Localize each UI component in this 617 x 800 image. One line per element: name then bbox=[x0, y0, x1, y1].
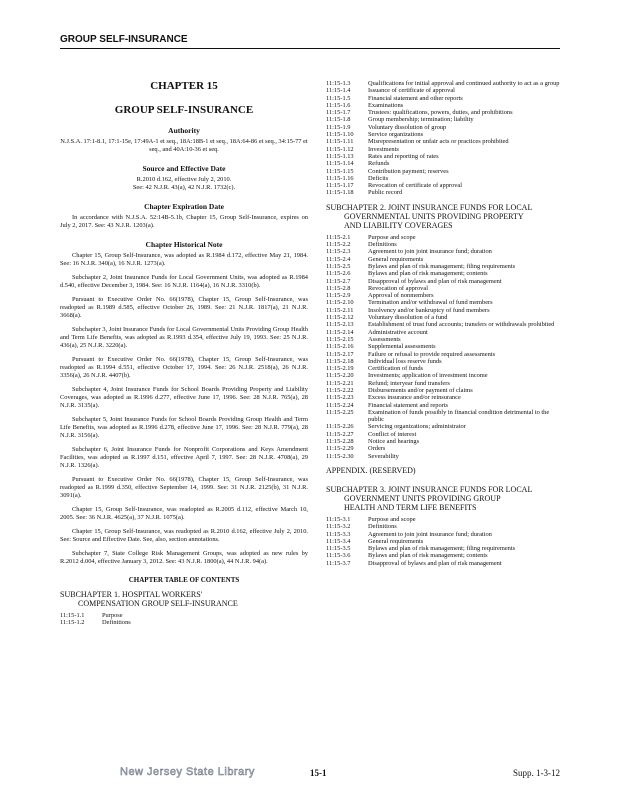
section-number: 11:15-2.17 bbox=[326, 350, 354, 358]
toc-list bbox=[326, 516, 566, 567]
toc-row bbox=[326, 124, 566, 131]
section-title: Group membership; termination; liability bbox=[368, 116, 474, 124]
library-watermark: New Jersey State Library bbox=[120, 766, 255, 778]
toc-row bbox=[326, 343, 566, 350]
toc-row bbox=[326, 394, 566, 401]
section-number: 11:15-2.1 bbox=[326, 233, 351, 241]
history-paragraph: Subchapter 7, State College Risk Management Groups, was adopted as new rules by R.2012 d.004, effective January 3, 2012. See: 43 N.J.R. 1800(a), 44 N.J.R. 94(a). bbox=[60, 550, 308, 565]
supplement-date: Supp. 1-3-12 bbox=[513, 768, 560, 778]
section-number: 11:15-1.12 bbox=[326, 145, 354, 153]
section-title: Excess insurance and/or reinsurance bbox=[368, 394, 461, 402]
section-title: Assessments bbox=[368, 335, 401, 343]
source-line-1: R.2010 d.162, effective July 2, 2010. bbox=[136, 176, 232, 183]
toc-row bbox=[326, 160, 566, 167]
section-number: 11:15-2.28 bbox=[326, 438, 354, 446]
toc-heading: CHAPTER TABLE OF CONTENTS bbox=[128, 576, 240, 584]
section-title: Financial statement and reports bbox=[368, 401, 449, 409]
section-title: Investments bbox=[368, 145, 399, 153]
subchapter-1-line-2: COMPENSATION GROUP SELF-INSURANCE bbox=[78, 599, 238, 608]
subchapter-3-line-3: HEALTH AND TERM LIFE BENEFITS bbox=[344, 502, 477, 512]
section-number: 11:15-2.22 bbox=[326, 386, 354, 394]
toc-row bbox=[326, 372, 566, 379]
toc-row bbox=[326, 545, 566, 552]
toc-row bbox=[326, 314, 566, 321]
page-footer bbox=[60, 766, 560, 782]
section-number: 11:15-2.3 bbox=[326, 248, 351, 256]
subchapter-3-line-2: GOVERNMENT UNITS PROVIDING GROUP bbox=[344, 493, 501, 503]
toc-row bbox=[326, 241, 566, 248]
history-paragraph: Pursuant to Executive Order No. 66(1978), Chapter 15, Group Self-Insurance, was readopted as R.1989 d.585, effective October 26, 1989. See: 21 N.J.R. 1817(a), 21 N.J.R. 3668(a). bbox=[60, 296, 308, 319]
history-paragraph: Subchapter 2, Joint Insurance Funds for Local Government Units, was adopted as R.1984 d.540, effective December 3, 1984. See: 16 N.J.R. 1164(a), 16 N.J.R. 3310(b). bbox=[60, 274, 308, 289]
section-number: 11:15-1.2 bbox=[60, 619, 85, 627]
history-paragraph: Subchapter 5, Joint Insurance Funds for School Boards Providing Group Health and Term Life Benefits, was adopted as R.1996 d.278, effective June 17, 1996. See: 28 N.J.R. 779(a), 28 N.J.R. 3156(a). bbox=[60, 416, 308, 439]
toc-row bbox=[326, 270, 566, 277]
section-title: Bylaws and plan of risk management; filing requirements bbox=[368, 545, 516, 553]
section-number: 11:15-1.10 bbox=[326, 131, 354, 139]
toc-row bbox=[326, 138, 566, 145]
section-number: 11:15-1.13 bbox=[326, 152, 354, 160]
toc-row bbox=[326, 102, 566, 109]
toc-row bbox=[326, 351, 566, 358]
section-number: 11:15-1.7 bbox=[326, 109, 351, 117]
section-number: 11:15-1.1 bbox=[60, 612, 85, 619]
section-number: 11:15-1.17 bbox=[326, 182, 354, 190]
toc-row bbox=[326, 248, 566, 255]
history-paragraph: Subchapter 4, Joint Insurance Funds for School Boards Providing Property and Liability Coverages, was adopted as R.1996 d.277, effective June 17, 1996. See: 28 N.J.R. 765(a), 28 N.J.R. 3135(a). bbox=[60, 386, 308, 409]
section-number: 11:15-2.7 bbox=[326, 277, 351, 285]
toc-row bbox=[326, 531, 566, 538]
section-title: Issuance of certificate of approval bbox=[368, 87, 455, 95]
toc-row bbox=[326, 146, 566, 153]
toc-row bbox=[326, 453, 566, 460]
toc-row bbox=[326, 409, 566, 424]
section-title: Establishment of trust fund accounts; transfers or withdrawals prohibited bbox=[368, 321, 555, 329]
section-number: 11:15-2.26 bbox=[326, 423, 354, 431]
section-number: 11:15-3.3 bbox=[326, 530, 351, 538]
toc-row bbox=[326, 445, 566, 452]
subchapter-3-heading bbox=[326, 485, 566, 512]
section-number: 11:15-1.15 bbox=[326, 167, 354, 175]
section-number: 11:15-1.8 bbox=[326, 116, 351, 124]
authority-text: N.J.S.A. 17:1-8.1, 17:1-15e, 17:49A-1 et seq., 18A:18B-1 et seq., 18A:64-86 et seq., 34:15-77 et seq., and 40A:10-36 et seq. bbox=[60, 138, 308, 153]
section-number: 11:15-2.16 bbox=[326, 343, 354, 351]
section-title: Investments; application of investment income bbox=[368, 372, 488, 380]
section-title: Qualifications for initial approval and continued authority to act as a group bbox=[368, 80, 560, 87]
section-number: 11:15-3.6 bbox=[326, 552, 351, 560]
section-title: Servicing organizations; administrator bbox=[368, 423, 466, 431]
toc-row bbox=[326, 285, 566, 292]
section-number: 11:15-2.9 bbox=[326, 292, 351, 300]
section-title: Definitions bbox=[368, 241, 397, 249]
chapter-number: CHAPTER 15 bbox=[150, 80, 218, 92]
section-title: Orders bbox=[368, 445, 386, 453]
section-number: 11:15-2.27 bbox=[326, 430, 354, 438]
section-number: 11:15-3.4 bbox=[326, 537, 351, 545]
section-title: General requirements bbox=[368, 255, 424, 263]
source-line-2: See: 42 N.J.R. 43(a), 42 N.J.R. 1732(c). bbox=[132, 184, 236, 191]
section-number: 11:15-2.20 bbox=[326, 372, 354, 380]
section-title: Failure or refusal to provide required assessments bbox=[368, 350, 496, 358]
section-number: 11:15-2.25 bbox=[326, 408, 354, 416]
history-paragraph: Chapter 15, Group Self-Insurance, was adopted as R.1984 d.172, effective May 21, 1984. See: 16 N.J.R. 340(a), 16 N.J.R. 1273(a). bbox=[60, 252, 308, 267]
history-paragraphs bbox=[60, 252, 308, 566]
source-heading: Source and Effective Date bbox=[142, 164, 226, 173]
section-number: 11:15-1.6 bbox=[326, 101, 351, 109]
expiration-text: In accordance with N.J.S.A. 52:14B-5.1b, Chapter 15, Group Self-Insurance, expires on July 2, 2017. See: 43 N.J.R. 1203(a). bbox=[60, 214, 308, 229]
section-title: Disbursements and/or payment of claims bbox=[368, 386, 473, 394]
history-paragraph: Subchapter 3, Joint Insurance Funds for Local Governmental Units Providing Group Health and Term Life Benefits, was adopted as R.1993 d.354, effective July 19, 1993. See: 25 N.J.R. 436(a), 25 N.J.R. 3220(a). bbox=[60, 326, 308, 349]
section-number: 11:15-3.5 bbox=[326, 545, 351, 553]
toc-row bbox=[326, 365, 566, 372]
history-paragraph: Chapter 15, Group Self-Insurance, was readopted as R.2010 d.162, effective July 2, 2010. See: Source and Effective Date. See, also, section annotations. bbox=[60, 528, 308, 543]
toc-row bbox=[326, 189, 566, 196]
toc-row bbox=[326, 175, 566, 182]
section-title: Bylaws and plan of risk management; contents bbox=[368, 552, 488, 560]
toc-row bbox=[326, 431, 566, 438]
toc-row bbox=[326, 234, 566, 241]
section-title: Voluntary dissolution of group bbox=[368, 123, 447, 131]
toc-row bbox=[326, 278, 566, 285]
section-title: Misrepresentation or unfair acts or practices prohibited bbox=[368, 138, 509, 146]
page-number: 15-1 bbox=[310, 768, 327, 778]
subchapter-3-line-1: SUBCHAPTER 3. JOINT INSURANCE FUNDS FOR LOCAL bbox=[326, 484, 533, 494]
section-title: Conflict of interest bbox=[368, 430, 417, 438]
section-number: 11:15-1.4 bbox=[326, 87, 351, 95]
section-number: 11:15-2.29 bbox=[326, 445, 354, 453]
section-number: 11:15-2.23 bbox=[326, 394, 354, 402]
section-number: 11:15-2.6 bbox=[326, 270, 351, 278]
section-title: General requirements bbox=[368, 537, 424, 545]
history-paragraph: Subchapter 6, Joint Insurance Funds for Nonprofit Corporations and Keys Amendment Facilities, was adopted as R.1997 d.151, effective April 7, 1997. See: 28 N.J.R. 4708(a), 29 N.J.R. 1326(a). bbox=[60, 446, 308, 469]
subchapter-2-line-2: GOVERNMENTAL UNITS PROVIDING PROPERTY bbox=[344, 211, 524, 221]
section-title: Disapproval of bylaws and plan of risk management bbox=[368, 277, 502, 285]
section-title: Agreement to join joint insurance fund; duration bbox=[368, 530, 492, 538]
toc-row bbox=[326, 263, 566, 270]
section-number: 11:15-2.24 bbox=[326, 401, 354, 409]
toc-row bbox=[326, 329, 566, 336]
section-title: Termination and/or withdrawal of fund members bbox=[368, 299, 493, 307]
toc-row bbox=[60, 619, 308, 626]
section-title: Certification of funds bbox=[368, 365, 424, 373]
section-title: Purpose and scope bbox=[368, 233, 416, 241]
section-number: 11:15-1.14 bbox=[326, 160, 354, 168]
section-title: Contribution payment; reserves bbox=[368, 167, 449, 175]
section-title: Service organizations bbox=[368, 131, 424, 139]
section-title: Financial statement and other reports bbox=[368, 94, 463, 102]
section-number: 11:15-2.13 bbox=[326, 321, 354, 329]
toc-row bbox=[326, 131, 566, 138]
section-title: Severability bbox=[368, 452, 399, 460]
toc-row bbox=[326, 402, 566, 409]
section-number: 11:15-1.18 bbox=[326, 189, 354, 197]
section-number: 11:15-2.8 bbox=[326, 284, 351, 292]
toc-row bbox=[326, 516, 566, 523]
toc-row bbox=[326, 538, 566, 545]
section-title: Rates and reporting of rates bbox=[368, 152, 439, 160]
section-title: Examinations bbox=[368, 101, 404, 109]
section-title: Public record bbox=[368, 189, 403, 197]
section-title: Definitions bbox=[102, 619, 131, 627]
toc-row bbox=[326, 109, 566, 116]
section-title: Purpose and scope bbox=[368, 515, 416, 523]
section-title: Insolvency and/or bankruptcy of fund members bbox=[368, 306, 490, 314]
section-title: Notice and hearings bbox=[368, 438, 420, 446]
section-number: 11:15-2.10 bbox=[326, 299, 354, 307]
section-number: 11:15-3.1 bbox=[326, 515, 351, 523]
section-title: Voluntary dissolution of a fund bbox=[368, 314, 448, 322]
section-number: 11:15-3.2 bbox=[326, 523, 351, 531]
toc-row bbox=[326, 292, 566, 299]
section-title: Administrative account bbox=[368, 328, 428, 336]
section-number: 11:15-3.7 bbox=[326, 559, 351, 567]
toc-row bbox=[326, 358, 566, 365]
section-title: Trustees: qualifications, powers, duties, and prohibitions bbox=[368, 109, 513, 117]
section-title: Bylaws and plan of risk management; filing requirements bbox=[368, 262, 516, 270]
toc-row bbox=[326, 336, 566, 343]
section-title: Revocation of certificate of approval bbox=[368, 182, 463, 190]
running-header: GROUP SELF-INSURANCE bbox=[60, 34, 560, 49]
chapter-name: GROUP SELF-INSURANCE bbox=[114, 104, 254, 116]
toc-list bbox=[326, 80, 566, 197]
section-title: Individual loss reserve funds bbox=[368, 357, 442, 365]
history-paragraph: Pursuant to Executive Order No. 66(1978), Chapter 15, Group Self-Insurance, was readopted as R.1994 d.551, effective October 17, 1994. See: 26 N.J.R. 2518(a), 26 N.J.R. 3356(a), 26 N.J.R. 4407(b). bbox=[60, 356, 308, 379]
toc-row bbox=[326, 153, 566, 160]
subchapter-2-line-3: AND LIABILITY COVERAGES bbox=[344, 220, 453, 230]
toc-row bbox=[60, 612, 308, 619]
toc-row bbox=[326, 423, 566, 430]
subchapter-2-line-1: SUBCHAPTER 2. JOINT INSURANCE FUNDS FOR LOCAL bbox=[326, 202, 533, 212]
section-title: Deficits bbox=[368, 174, 389, 182]
toc-row bbox=[326, 552, 566, 559]
toc-row bbox=[326, 321, 566, 328]
toc-row bbox=[326, 80, 566, 87]
section-title: Refund; interyear fund transfers bbox=[368, 379, 450, 387]
subchapter-2-heading bbox=[326, 203, 566, 230]
toc-row bbox=[326, 523, 566, 530]
subchapter-1-line-1: SUBCHAPTER 1. HOSPITAL WORKERS' bbox=[60, 590, 203, 599]
section-number: 11:15-1.16 bbox=[326, 174, 354, 182]
section-number: 11:15-2.2 bbox=[326, 241, 351, 249]
section-number: 11:15-2.11 bbox=[326, 306, 354, 314]
toc-row bbox=[326, 299, 566, 306]
section-number: 11:15-2.18 bbox=[326, 357, 354, 365]
history-paragraph: Pursuant to Executive Order No. 66(1978), Chapter 15, Group Self-Insurance, was readopted as R.1999 d.350, effective September 14, 1999. See: 31 N.J.R. 2125(b), 31 N.J.R. 3091(a). bbox=[60, 476, 308, 499]
section-number: 11:15-1.5 bbox=[326, 94, 351, 102]
subchapter-1-heading bbox=[60, 590, 308, 608]
section-title: Supplemental assessments bbox=[368, 343, 436, 351]
section-title: Bylaws and plan of risk management; contents bbox=[368, 270, 488, 278]
section-number: 11:15-2.5 bbox=[326, 262, 351, 270]
toc-row bbox=[326, 380, 566, 387]
toc-row bbox=[326, 387, 566, 394]
section-number: 11:15-1.9 bbox=[326, 123, 351, 131]
history-paragraph: Chapter 15, Group Self-Insurance, was readopted as R.2005 d.112, effective March 10, 2005. See: 36 N.J.R. 4625(a), 37 N.J.R. 1075(a). bbox=[60, 506, 308, 521]
authority-heading: Authority bbox=[168, 126, 200, 135]
section-number: 11:15-1.3 bbox=[326, 80, 351, 87]
toc-row bbox=[326, 116, 566, 123]
toc-list bbox=[326, 234, 566, 460]
toc-row bbox=[326, 87, 566, 94]
section-number: 11:15-2.19 bbox=[326, 365, 354, 373]
toc-list bbox=[60, 612, 308, 627]
toc-row bbox=[326, 256, 566, 263]
section-title: Definitions bbox=[368, 523, 397, 531]
section-number: 11:15-2.15 bbox=[326, 335, 354, 343]
toc-row bbox=[326, 438, 566, 445]
section-title: Agreement to join joint insurance fund; duration bbox=[368, 248, 492, 256]
section-title: Revocation of approval bbox=[368, 284, 428, 292]
left-column bbox=[60, 80, 308, 627]
expiration-heading: Chapter Expiration Date bbox=[144, 202, 224, 211]
section-title: Approval of nonmembers bbox=[368, 292, 434, 300]
appendix-heading: APPENDIX. (RESERVED) bbox=[326, 465, 416, 475]
section-number: 11:15-2.4 bbox=[326, 255, 351, 263]
section-number: 11:15-2.21 bbox=[326, 379, 354, 387]
section-number: 11:15-2.30 bbox=[326, 452, 354, 460]
toc-row bbox=[326, 560, 566, 567]
section-number: 11:15-1.11 bbox=[326, 138, 354, 146]
section-number: 11:15-2.12 bbox=[326, 314, 354, 322]
toc-row bbox=[326, 182, 566, 189]
section-title: Refunds bbox=[368, 160, 390, 168]
section-title: Disapproval of bylaws and plan of risk management bbox=[368, 559, 502, 567]
section-title: Purpose bbox=[102, 612, 123, 619]
right-column bbox=[326, 80, 566, 567]
section-title: Examination of funds possibly in financial condition detrimental to the public bbox=[368, 408, 550, 424]
history-heading: Chapter Historical Note bbox=[145, 240, 223, 249]
toc-row bbox=[326, 95, 566, 102]
section-number: 11:15-2.14 bbox=[326, 328, 354, 336]
toc-row bbox=[326, 168, 566, 175]
toc-row bbox=[326, 307, 566, 314]
